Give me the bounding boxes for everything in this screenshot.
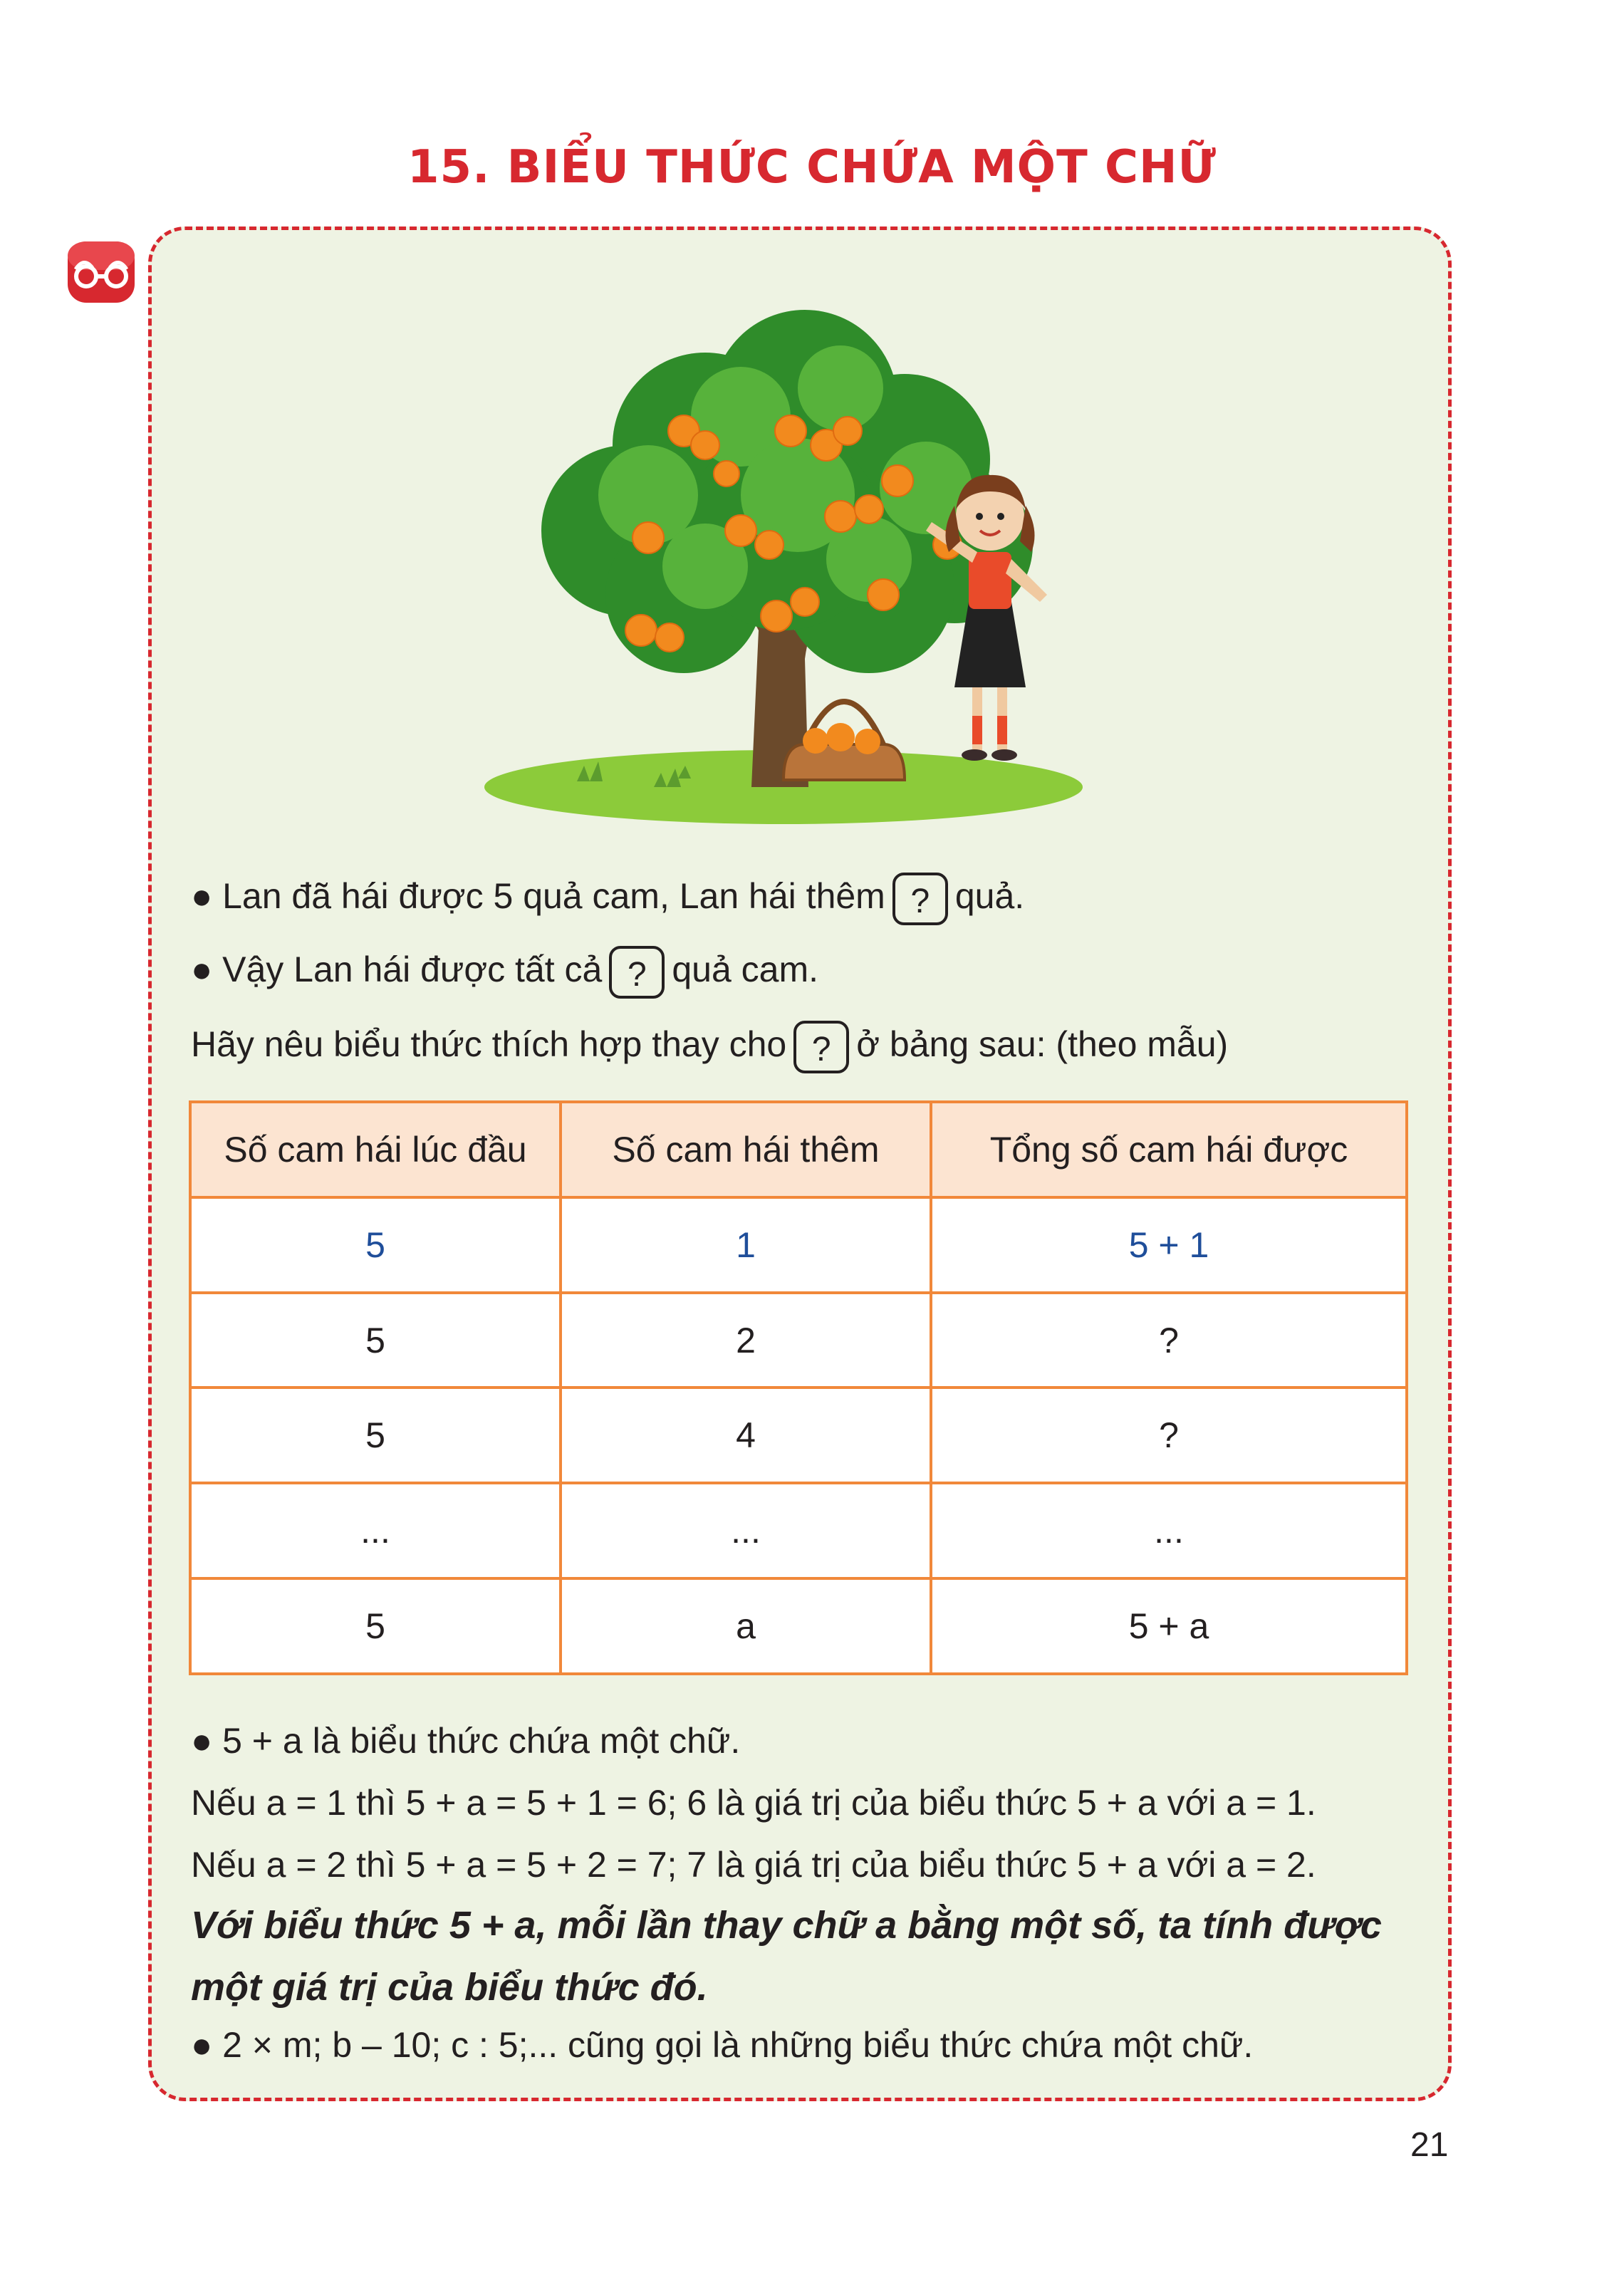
bullet: ● xyxy=(191,876,223,917)
table-row xyxy=(190,1197,1407,1293)
cell: 5 + a xyxy=(931,1578,1407,1674)
instruction-tail: ở bảng sau: (theo mẫu) xyxy=(856,1024,1229,1065)
explanation-line-2: Nếu a = 1 thì 5 + a = 5 + 1 = 6; 6 là giá trị của biểu thức 5 + a với a = 1. xyxy=(191,1783,1316,1823)
bullet: ● xyxy=(191,949,223,990)
cell: 5 xyxy=(190,1197,561,1293)
table-header-row xyxy=(190,1102,1407,1197)
explanation-line-4 xyxy=(191,2024,1253,2066)
header-initial: Số cam hái lúc đầu xyxy=(190,1102,561,1197)
rule-statement: Với biểu thức 5 + a, mỗi lần thay chữ a bằng một số, ta tính được một giá trị của biểu thức đó. xyxy=(191,1904,1382,2009)
table-row xyxy=(190,1578,1407,1674)
intro-line-2 xyxy=(191,946,818,999)
instruction-text: Hãy nêu biểu thức thích hợp thay cho xyxy=(191,1024,787,1065)
explanation-text: 2 × m; b – 10; c : 5;... cũng gọi là những biểu thức chứa một chữ. xyxy=(222,2025,1254,2065)
cell: 5 xyxy=(190,1578,561,1674)
cell: ... xyxy=(190,1483,561,1578)
cell: 5 + 1 xyxy=(931,1197,1407,1293)
table-row xyxy=(190,1483,1407,1578)
intro-line-1-tail: quả. xyxy=(954,876,1025,917)
page-title: 15. BIỂU THỨC CHỨA MỘT CHỮ xyxy=(407,141,1217,194)
cell: ? xyxy=(931,1388,1407,1483)
orange-table xyxy=(189,1100,1408,1675)
cell: ... xyxy=(561,1483,931,1578)
intro-line-2-text: Vậy Lan hái được tất cả xyxy=(222,949,603,990)
cell: 2 xyxy=(561,1293,931,1388)
intro-line-1 xyxy=(191,873,1024,925)
cell: 5 xyxy=(190,1388,561,1483)
cell: 5 xyxy=(190,1293,561,1388)
cell: a xyxy=(561,1578,931,1674)
question-box: ? xyxy=(892,873,948,925)
cell: 4 xyxy=(561,1388,931,1483)
intro-line-1-text: Lan đã hái được 5 quả cam, Lan hái thêm xyxy=(222,876,885,917)
bullet: ● xyxy=(191,1721,223,1761)
explanation-line-3: Nếu a = 2 thì 5 + a = 5 + 2 = 7; 7 là giá trị của biểu thức 5 + a với a = 2. xyxy=(191,1845,1316,1885)
explanation-text: 5 + a là biểu thức chứa một chữ. xyxy=(222,1721,741,1761)
table-row xyxy=(190,1293,1407,1388)
instruction-line xyxy=(191,1021,1228,1073)
orange-tree-illustration xyxy=(470,260,1111,830)
header-extra: Số cam hái thêm xyxy=(561,1102,931,1197)
glasses-icon xyxy=(66,239,137,305)
explanation-line-1 xyxy=(191,1720,740,1761)
page-number: 21 xyxy=(1410,2126,1449,2164)
bullet: ● xyxy=(191,2025,223,2065)
header-total: Tổng số cam hái được xyxy=(931,1102,1407,1197)
intro-line-2-tail: quả cam. xyxy=(672,949,818,990)
question-box: ? xyxy=(793,1021,849,1073)
cell: ... xyxy=(931,1483,1407,1578)
cell: 1 xyxy=(561,1197,931,1293)
question-box: ? xyxy=(609,946,665,999)
cell: ? xyxy=(931,1293,1407,1388)
table-row xyxy=(190,1388,1407,1483)
